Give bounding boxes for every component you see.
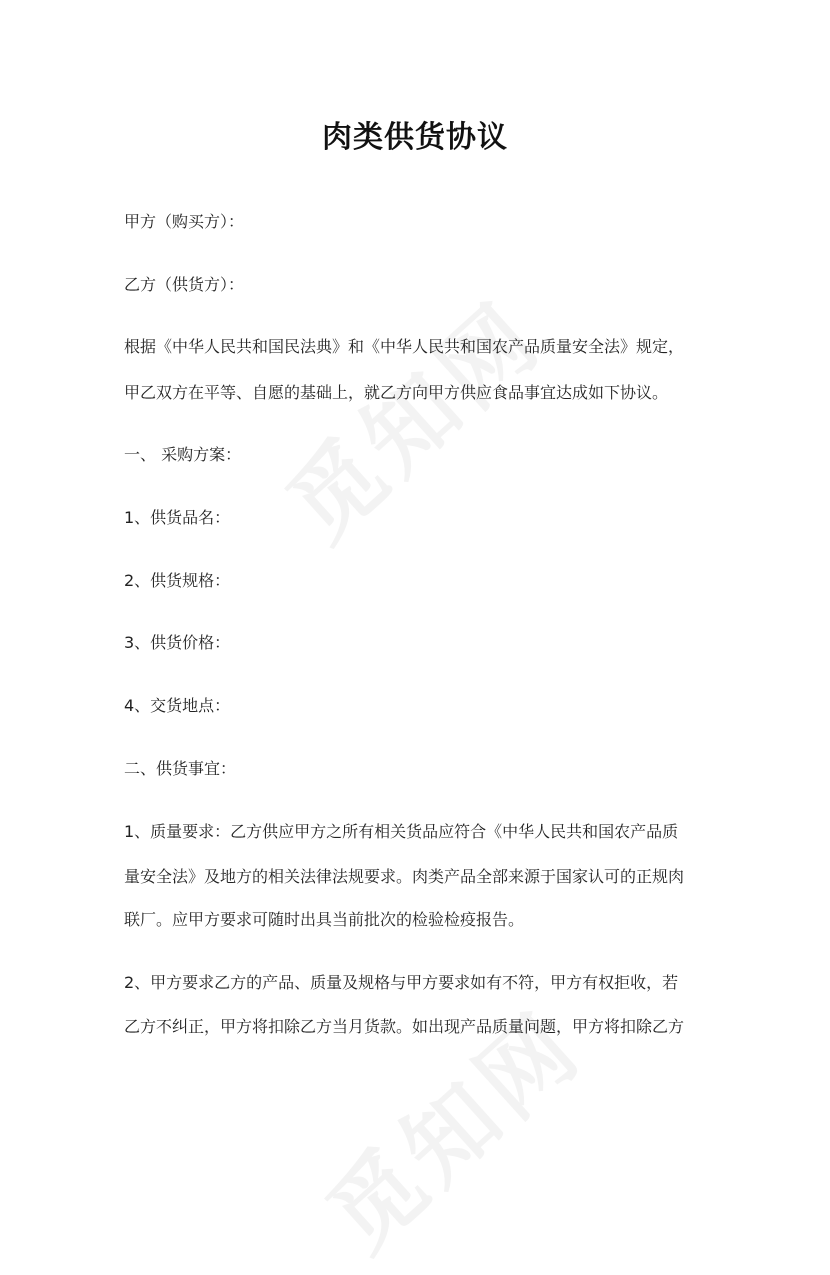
document-title: 肉类供货协议 (322, 120, 508, 155)
list-item: 2、供货规格： (124, 571, 231, 590)
watermark (254, 267, 565, 566)
party-b-label: 乙方（供货方）： (124, 275, 245, 294)
list-item: 1、供货品名： (124, 508, 231, 527)
clause-line: 乙方不纠正，甲方将扣除乙方当月货款。如出现产品质量问题，甲方将扣除乙方 (124, 1017, 685, 1036)
clause-line: 1、质量要求：乙方供应甲方之所有相关货品应符合《中华人民共和国农产品质 (124, 822, 679, 841)
list-item: 3、供货价格： (124, 633, 231, 652)
section-heading: 一、 采购方案： (124, 445, 242, 464)
preamble-line: 甲乙双方在平等、自愿的基础上，就乙方向甲方供应食品事宜达成如下协议。 (124, 383, 669, 402)
preamble-line: 根据《中华人民共和国民法典》和《中华人民共和国农产品质量安全法》规定， (124, 337, 685, 356)
clause-line: 量安全法》及地方的相关法律法规要求。肉类产品全部来源于国家认可的正规肉 (124, 867, 685, 886)
clause-line: 2、甲方要求乙方的产品、质量及规格与甲方要求如有不符，甲方有权拒收，若 (124, 973, 679, 992)
section-heading: 二、供货事宜： (124, 759, 237, 778)
party-a-label: 甲方（购买方）： (124, 212, 245, 231)
clause-line: 联厂。应甲方要求可随时出具当前批次的检验检疫报告。 (124, 910, 525, 929)
list-item: 4、交货地点： (124, 696, 231, 715)
